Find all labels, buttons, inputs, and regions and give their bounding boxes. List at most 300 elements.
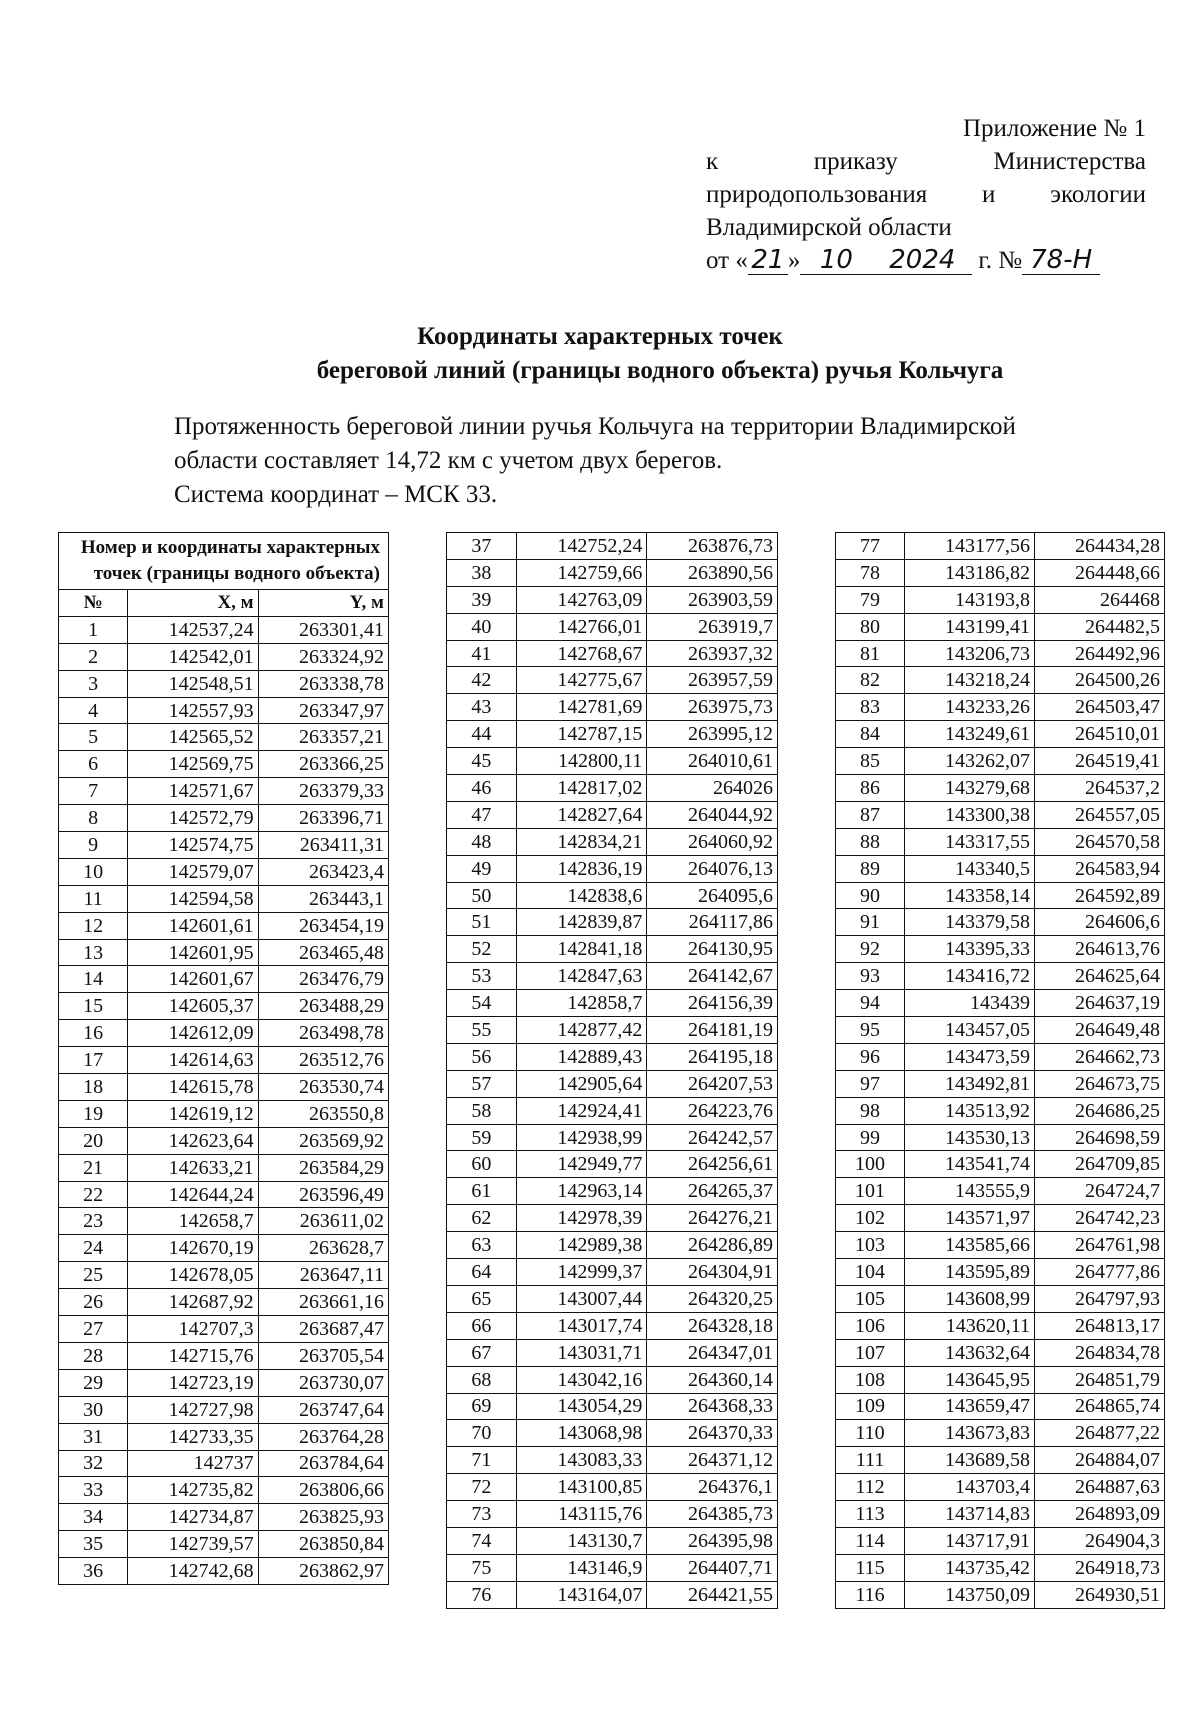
table-row bbox=[447, 1366, 778, 1393]
table-row bbox=[447, 775, 778, 802]
point-number: 54 bbox=[447, 990, 517, 1017]
y-coordinate: 264557,05 bbox=[1035, 801, 1165, 828]
x-coordinate: 142834,21 bbox=[516, 828, 647, 855]
point-number: 8 bbox=[59, 805, 128, 832]
y-coordinate: 264223,76 bbox=[647, 1097, 778, 1124]
x-coordinate: 143007,44 bbox=[516, 1285, 647, 1312]
table-row bbox=[59, 805, 389, 832]
x-coordinate: 143379,58 bbox=[905, 909, 1035, 936]
point-number: 114 bbox=[836, 1527, 905, 1554]
table-row bbox=[836, 909, 1165, 936]
y-coordinate: 264076,13 bbox=[647, 855, 778, 882]
x-coordinate: 142827,64 bbox=[516, 801, 647, 828]
table-row bbox=[836, 855, 1165, 882]
x-coordinate: 142989,38 bbox=[516, 1232, 647, 1259]
y-coordinate: 264242,57 bbox=[647, 1124, 778, 1151]
table-row bbox=[836, 1070, 1165, 1097]
y-coordinate: 263876,73 bbox=[647, 533, 778, 560]
x-coordinate: 143233,26 bbox=[905, 694, 1035, 721]
table-row bbox=[447, 1205, 778, 1232]
point-number: 76 bbox=[447, 1581, 517, 1608]
point-number: 50 bbox=[447, 882, 517, 909]
y-coordinate: 264156,39 bbox=[647, 990, 778, 1017]
x-coordinate: 142763,09 bbox=[516, 586, 647, 613]
point-number: 74 bbox=[447, 1527, 517, 1554]
point-number: 91 bbox=[836, 909, 905, 936]
y-coordinate: 263747,64 bbox=[258, 1396, 388, 1423]
point-number: 44 bbox=[447, 721, 517, 748]
x-coordinate: 142838,6 bbox=[516, 882, 647, 909]
point-number: 24 bbox=[59, 1235, 128, 1262]
appendix-word: Министерства bbox=[993, 148, 1146, 175]
y-coordinate: 263550,8 bbox=[258, 1100, 388, 1127]
point-number: 96 bbox=[836, 1043, 905, 1070]
x-coordinate: 143439 bbox=[905, 990, 1035, 1017]
table-row bbox=[447, 721, 778, 748]
point-number: 46 bbox=[447, 775, 517, 802]
table-row bbox=[447, 1581, 778, 1608]
table-row bbox=[59, 1020, 389, 1047]
table-row bbox=[447, 882, 778, 909]
order-year: 2024 bbox=[872, 246, 972, 275]
table-row bbox=[447, 855, 778, 882]
x-coordinate: 143146,9 bbox=[516, 1554, 647, 1581]
x-coordinate: 142949,77 bbox=[516, 1151, 647, 1178]
table-row bbox=[836, 1312, 1165, 1339]
point-number: 68 bbox=[447, 1366, 517, 1393]
x-coordinate: 142858,7 bbox=[516, 990, 647, 1017]
table-row bbox=[836, 1017, 1165, 1044]
y-coordinate: 264482,5 bbox=[1035, 613, 1165, 640]
y-coordinate: 263890,56 bbox=[647, 559, 778, 586]
y-coordinate: 264637,19 bbox=[1035, 990, 1165, 1017]
y-coordinate: 263569,92 bbox=[258, 1127, 388, 1154]
x-coordinate: 143735,42 bbox=[905, 1554, 1035, 1581]
x-coordinate: 142905,64 bbox=[516, 1070, 647, 1097]
point-number: 42 bbox=[447, 667, 517, 694]
point-number: 47 bbox=[447, 801, 517, 828]
y-coordinate: 263596,49 bbox=[258, 1181, 388, 1208]
y-coordinate: 263454,19 bbox=[258, 912, 388, 939]
point-number: 64 bbox=[447, 1259, 517, 1286]
point-number: 9 bbox=[59, 832, 128, 859]
y-coordinate: 264360,14 bbox=[647, 1366, 778, 1393]
appendix-word: природопользования bbox=[706, 181, 928, 208]
x-coordinate: 142644,24 bbox=[128, 1181, 258, 1208]
x-coordinate: 142737 bbox=[128, 1450, 258, 1477]
table-row bbox=[59, 1316, 389, 1343]
table-row bbox=[447, 1259, 778, 1286]
x-coordinate: 143115,76 bbox=[516, 1501, 647, 1528]
y-coordinate: 263411,31 bbox=[258, 832, 388, 859]
point-number: 81 bbox=[836, 640, 905, 667]
y-coordinate: 264276,21 bbox=[647, 1205, 778, 1232]
table-row bbox=[836, 1097, 1165, 1124]
y-coordinate: 264286,89 bbox=[647, 1232, 778, 1259]
point-number: 110 bbox=[836, 1420, 905, 1447]
table-row bbox=[59, 778, 389, 805]
table-row bbox=[59, 885, 389, 912]
x-coordinate: 142841,18 bbox=[516, 936, 647, 963]
table-row bbox=[836, 1178, 1165, 1205]
point-number: 28 bbox=[59, 1342, 128, 1369]
x-coordinate: 142542,01 bbox=[128, 643, 258, 670]
y-coordinate: 264395,98 bbox=[647, 1527, 778, 1554]
y-coordinate: 264492,96 bbox=[1035, 640, 1165, 667]
point-number: 56 bbox=[447, 1043, 517, 1070]
coords-table-2 bbox=[446, 532, 778, 1609]
x-coordinate: 142733,35 bbox=[128, 1423, 258, 1450]
table-row bbox=[447, 1124, 778, 1151]
point-number: 1 bbox=[59, 616, 128, 643]
x-coordinate: 142619,12 bbox=[128, 1100, 258, 1127]
y-coordinate: 263995,12 bbox=[647, 721, 778, 748]
x-coordinate: 142739,57 bbox=[128, 1531, 258, 1558]
y-coordinate: 264606,6 bbox=[1035, 909, 1165, 936]
x-coordinate: 143571,97 bbox=[905, 1205, 1035, 1232]
point-number: 112 bbox=[836, 1474, 905, 1501]
table-row bbox=[836, 1366, 1165, 1393]
point-number: 99 bbox=[836, 1124, 905, 1151]
table-row bbox=[447, 936, 778, 963]
table-row bbox=[59, 1477, 389, 1504]
table-row bbox=[447, 1554, 778, 1581]
y-coordinate: 263301,41 bbox=[258, 616, 388, 643]
point-number: 19 bbox=[59, 1100, 128, 1127]
point-number: 92 bbox=[836, 936, 905, 963]
table-row bbox=[59, 1396, 389, 1423]
x-coordinate: 142752,24 bbox=[516, 533, 647, 560]
point-number: 40 bbox=[447, 613, 517, 640]
table-row bbox=[59, 670, 389, 697]
point-number: 98 bbox=[836, 1097, 905, 1124]
x-coordinate: 143042,16 bbox=[516, 1366, 647, 1393]
x-coordinate: 143717,91 bbox=[905, 1527, 1035, 1554]
x-coordinate: 142768,67 bbox=[516, 640, 647, 667]
point-number: 2 bbox=[59, 643, 128, 670]
point-number: 82 bbox=[836, 667, 905, 694]
intro-line-1: Протяженность береговой линии ручья Кольчуга на территории Владимирской bbox=[174, 413, 1016, 440]
y-coordinate: 264181,19 bbox=[647, 1017, 778, 1044]
table-row bbox=[59, 616, 389, 643]
table-row bbox=[59, 1074, 389, 1101]
x-coordinate: 143632,64 bbox=[905, 1339, 1035, 1366]
point-number: 61 bbox=[447, 1178, 517, 1205]
y-coordinate: 263379,33 bbox=[258, 778, 388, 805]
y-coordinate: 264385,73 bbox=[647, 1501, 778, 1528]
point-number: 85 bbox=[836, 748, 905, 775]
point-number: 72 bbox=[447, 1474, 517, 1501]
point-number: 83 bbox=[836, 694, 905, 721]
y-coordinate: 264649,48 bbox=[1035, 1017, 1165, 1044]
point-number: 63 bbox=[447, 1232, 517, 1259]
x-coordinate: 142734,87 bbox=[128, 1504, 258, 1531]
x-coordinate: 143100,85 bbox=[516, 1474, 647, 1501]
appendix-word: и bbox=[982, 181, 996, 208]
table-row bbox=[59, 993, 389, 1020]
point-number: 66 bbox=[447, 1312, 517, 1339]
y-coordinate: 263488,29 bbox=[258, 993, 388, 1020]
table-row bbox=[447, 909, 778, 936]
table-row bbox=[836, 801, 1165, 828]
x-coordinate: 143199,41 bbox=[905, 613, 1035, 640]
x-coordinate: 143262,07 bbox=[905, 748, 1035, 775]
table-row bbox=[59, 1531, 389, 1558]
appendix-line-2 bbox=[706, 145, 1146, 178]
table-row bbox=[836, 1554, 1165, 1581]
order-month: 10 bbox=[800, 246, 872, 275]
y-coordinate: 264851,79 bbox=[1035, 1366, 1165, 1393]
y-coordinate: 264328,18 bbox=[647, 1312, 778, 1339]
table-row bbox=[59, 1181, 389, 1208]
y-coordinate: 263784,64 bbox=[258, 1450, 388, 1477]
y-coordinate: 263919,7 bbox=[647, 613, 778, 640]
y-coordinate: 263357,21 bbox=[258, 724, 388, 751]
x-coordinate: 143054,29 bbox=[516, 1393, 647, 1420]
point-number: 10 bbox=[59, 858, 128, 885]
table-row bbox=[59, 1100, 389, 1127]
x-coordinate: 142537,24 bbox=[128, 616, 258, 643]
y-coordinate: 264583,94 bbox=[1035, 855, 1165, 882]
y-coordinate: 264207,53 bbox=[647, 1070, 778, 1097]
x-coordinate: 143017,74 bbox=[516, 1312, 647, 1339]
column-header-y: Y, м bbox=[258, 590, 388, 617]
table-row bbox=[447, 694, 778, 721]
point-number: 5 bbox=[59, 724, 128, 751]
y-coordinate: 263687,47 bbox=[258, 1316, 388, 1343]
point-number: 37 bbox=[447, 533, 517, 560]
point-number: 51 bbox=[447, 909, 517, 936]
y-coordinate: 263338,78 bbox=[258, 670, 388, 697]
y-coordinate: 263957,59 bbox=[647, 667, 778, 694]
table-row bbox=[836, 1447, 1165, 1474]
table-row bbox=[836, 990, 1165, 1017]
x-coordinate: 142723,19 bbox=[128, 1369, 258, 1396]
table-row bbox=[836, 694, 1165, 721]
y-coordinate: 263862,97 bbox=[258, 1558, 388, 1585]
x-coordinate: 142571,67 bbox=[128, 778, 258, 805]
x-coordinate: 143068,98 bbox=[516, 1420, 647, 1447]
table-row bbox=[59, 1262, 389, 1289]
table-row bbox=[836, 586, 1165, 613]
intro-paragraph bbox=[174, 410, 1164, 512]
point-number: 84 bbox=[836, 721, 905, 748]
y-coordinate: 263937,32 bbox=[647, 640, 778, 667]
y-coordinate: 264320,25 bbox=[647, 1285, 778, 1312]
y-coordinate: 264060,92 bbox=[647, 828, 778, 855]
x-coordinate: 143083,33 bbox=[516, 1447, 647, 1474]
appendix-word: к bbox=[706, 148, 719, 175]
point-number: 75 bbox=[447, 1554, 517, 1581]
x-coordinate: 143585,66 bbox=[905, 1232, 1035, 1259]
y-coordinate: 264662,73 bbox=[1035, 1043, 1165, 1070]
point-number: 103 bbox=[836, 1232, 905, 1259]
y-coordinate: 264265,37 bbox=[647, 1178, 778, 1205]
document-title-line-1: Координаты характерных точек bbox=[417, 323, 783, 350]
point-number: 65 bbox=[447, 1285, 517, 1312]
appendix-word: экологии bbox=[1050, 181, 1146, 208]
point-number: 59 bbox=[447, 1124, 517, 1151]
x-coordinate: 142978,39 bbox=[516, 1205, 647, 1232]
point-number: 48 bbox=[447, 828, 517, 855]
point-number: 107 bbox=[836, 1339, 905, 1366]
x-coordinate: 142924,41 bbox=[516, 1097, 647, 1124]
y-coordinate: 264370,33 bbox=[647, 1420, 778, 1447]
table-row bbox=[836, 667, 1165, 694]
table-row bbox=[59, 1558, 389, 1585]
table-row bbox=[836, 1581, 1165, 1608]
point-number: 101 bbox=[836, 1178, 905, 1205]
x-coordinate: 143608,99 bbox=[905, 1285, 1035, 1312]
table-row bbox=[447, 667, 778, 694]
y-coordinate: 263530,74 bbox=[258, 1074, 388, 1101]
point-number: 115 bbox=[836, 1554, 905, 1581]
point-number: 4 bbox=[59, 697, 128, 724]
table-row bbox=[59, 724, 389, 751]
point-number: 100 bbox=[836, 1151, 905, 1178]
y-coordinate: 264010,61 bbox=[647, 748, 778, 775]
x-coordinate: 143703,4 bbox=[905, 1474, 1035, 1501]
column-header-number: № bbox=[59, 590, 128, 617]
y-coordinate: 264673,75 bbox=[1035, 1070, 1165, 1097]
point-number: 104 bbox=[836, 1259, 905, 1286]
point-number: 62 bbox=[447, 1205, 517, 1232]
table-row bbox=[59, 912, 389, 939]
y-coordinate: 264500,26 bbox=[1035, 667, 1165, 694]
x-coordinate: 142548,51 bbox=[128, 670, 258, 697]
point-number: 116 bbox=[836, 1581, 905, 1608]
x-coordinate: 142889,43 bbox=[516, 1043, 647, 1070]
coords-table-1-body bbox=[59, 616, 389, 1584]
coords-table-3-body bbox=[836, 533, 1165, 1609]
point-number: 105 bbox=[836, 1285, 905, 1312]
table-row bbox=[447, 640, 778, 667]
x-coordinate: 142735,82 bbox=[128, 1477, 258, 1504]
x-coordinate: 143300,38 bbox=[905, 801, 1035, 828]
point-number: 60 bbox=[447, 1151, 517, 1178]
point-number: 45 bbox=[447, 748, 517, 775]
point-number: 12 bbox=[59, 912, 128, 939]
table-row bbox=[447, 1420, 778, 1447]
y-coordinate: 264044,92 bbox=[647, 801, 778, 828]
table-row bbox=[59, 1289, 389, 1316]
coords-table-2-body bbox=[447, 533, 778, 1609]
y-coordinate: 264434,28 bbox=[1035, 533, 1165, 560]
y-coordinate: 264142,67 bbox=[647, 963, 778, 990]
x-coordinate: 143317,55 bbox=[905, 828, 1035, 855]
y-coordinate: 264930,51 bbox=[1035, 1581, 1165, 1608]
table-row bbox=[836, 721, 1165, 748]
table-row bbox=[836, 533, 1165, 560]
point-number: 102 bbox=[836, 1205, 905, 1232]
point-number: 57 bbox=[447, 1070, 517, 1097]
x-coordinate: 142877,42 bbox=[516, 1017, 647, 1044]
point-number: 78 bbox=[836, 559, 905, 586]
point-number: 6 bbox=[59, 751, 128, 778]
point-number: 26 bbox=[59, 1289, 128, 1316]
y-coordinate: 264904,3 bbox=[1035, 1527, 1165, 1554]
y-coordinate: 264304,91 bbox=[647, 1259, 778, 1286]
x-coordinate: 142557,93 bbox=[128, 697, 258, 724]
x-coordinate: 143645,95 bbox=[905, 1366, 1035, 1393]
point-number: 43 bbox=[447, 694, 517, 721]
y-coordinate: 264256,61 bbox=[647, 1151, 778, 1178]
point-number: 95 bbox=[836, 1017, 905, 1044]
table-row bbox=[447, 1097, 778, 1124]
point-number: 34 bbox=[59, 1504, 128, 1531]
y-coordinate: 264195,18 bbox=[647, 1043, 778, 1070]
y-coordinate: 264613,76 bbox=[1035, 936, 1165, 963]
table-row bbox=[59, 966, 389, 993]
table-row bbox=[836, 1043, 1165, 1070]
x-coordinate: 142601,95 bbox=[128, 939, 258, 966]
y-coordinate: 263512,76 bbox=[258, 1047, 388, 1074]
table-header: Номер и координаты характерных точек (границы водного объекта) bbox=[59, 533, 389, 590]
table-row bbox=[59, 1342, 389, 1369]
table-row bbox=[836, 613, 1165, 640]
y-coordinate: 263628,7 bbox=[258, 1235, 388, 1262]
table-row bbox=[59, 1047, 389, 1074]
x-coordinate: 143473,59 bbox=[905, 1043, 1035, 1070]
point-number: 93 bbox=[836, 963, 905, 990]
x-coordinate: 143530,13 bbox=[905, 1124, 1035, 1151]
y-coordinate: 263476,79 bbox=[258, 966, 388, 993]
point-number: 113 bbox=[836, 1501, 905, 1528]
table-row bbox=[447, 1017, 778, 1044]
x-coordinate: 143750,09 bbox=[905, 1581, 1035, 1608]
y-coordinate: 263366,25 bbox=[258, 751, 388, 778]
table-row bbox=[59, 1369, 389, 1396]
point-number: 41 bbox=[447, 640, 517, 667]
x-coordinate: 142678,05 bbox=[128, 1262, 258, 1289]
x-coordinate: 142569,75 bbox=[128, 751, 258, 778]
x-coordinate: 142847,63 bbox=[516, 963, 647, 990]
y-coordinate: 264625,64 bbox=[1035, 963, 1165, 990]
x-coordinate: 143659,47 bbox=[905, 1393, 1035, 1420]
order-g: г. № bbox=[978, 247, 1023, 274]
y-coordinate: 264537,2 bbox=[1035, 775, 1165, 802]
point-number: 14 bbox=[59, 966, 128, 993]
appendix-block bbox=[706, 112, 1146, 277]
point-number: 53 bbox=[447, 963, 517, 990]
y-coordinate: 264686,25 bbox=[1035, 1097, 1165, 1124]
appendix-word: приказу bbox=[813, 148, 898, 175]
point-number: 31 bbox=[59, 1423, 128, 1450]
y-coordinate: 263903,59 bbox=[647, 586, 778, 613]
x-coordinate: 142579,07 bbox=[128, 858, 258, 885]
appendix-region: Владимирской области bbox=[706, 214, 952, 241]
table-row bbox=[836, 640, 1165, 667]
x-coordinate: 143513,92 bbox=[905, 1097, 1035, 1124]
y-coordinate: 264777,86 bbox=[1035, 1259, 1165, 1286]
x-coordinate: 142601,67 bbox=[128, 966, 258, 993]
y-coordinate: 264421,55 bbox=[647, 1581, 778, 1608]
y-coordinate: 263324,92 bbox=[258, 643, 388, 670]
table-row bbox=[447, 963, 778, 990]
point-number: 3 bbox=[59, 670, 128, 697]
point-number: 70 bbox=[447, 1420, 517, 1447]
y-coordinate: 264095,6 bbox=[647, 882, 778, 909]
point-number: 94 bbox=[836, 990, 905, 1017]
point-number: 106 bbox=[836, 1312, 905, 1339]
table-row bbox=[836, 1205, 1165, 1232]
table-row bbox=[836, 1474, 1165, 1501]
point-number: 73 bbox=[447, 1501, 517, 1528]
table-row bbox=[59, 1154, 389, 1181]
column-header-x: X, м bbox=[128, 590, 258, 617]
x-coordinate: 143492,81 bbox=[905, 1070, 1035, 1097]
table-row bbox=[59, 1127, 389, 1154]
